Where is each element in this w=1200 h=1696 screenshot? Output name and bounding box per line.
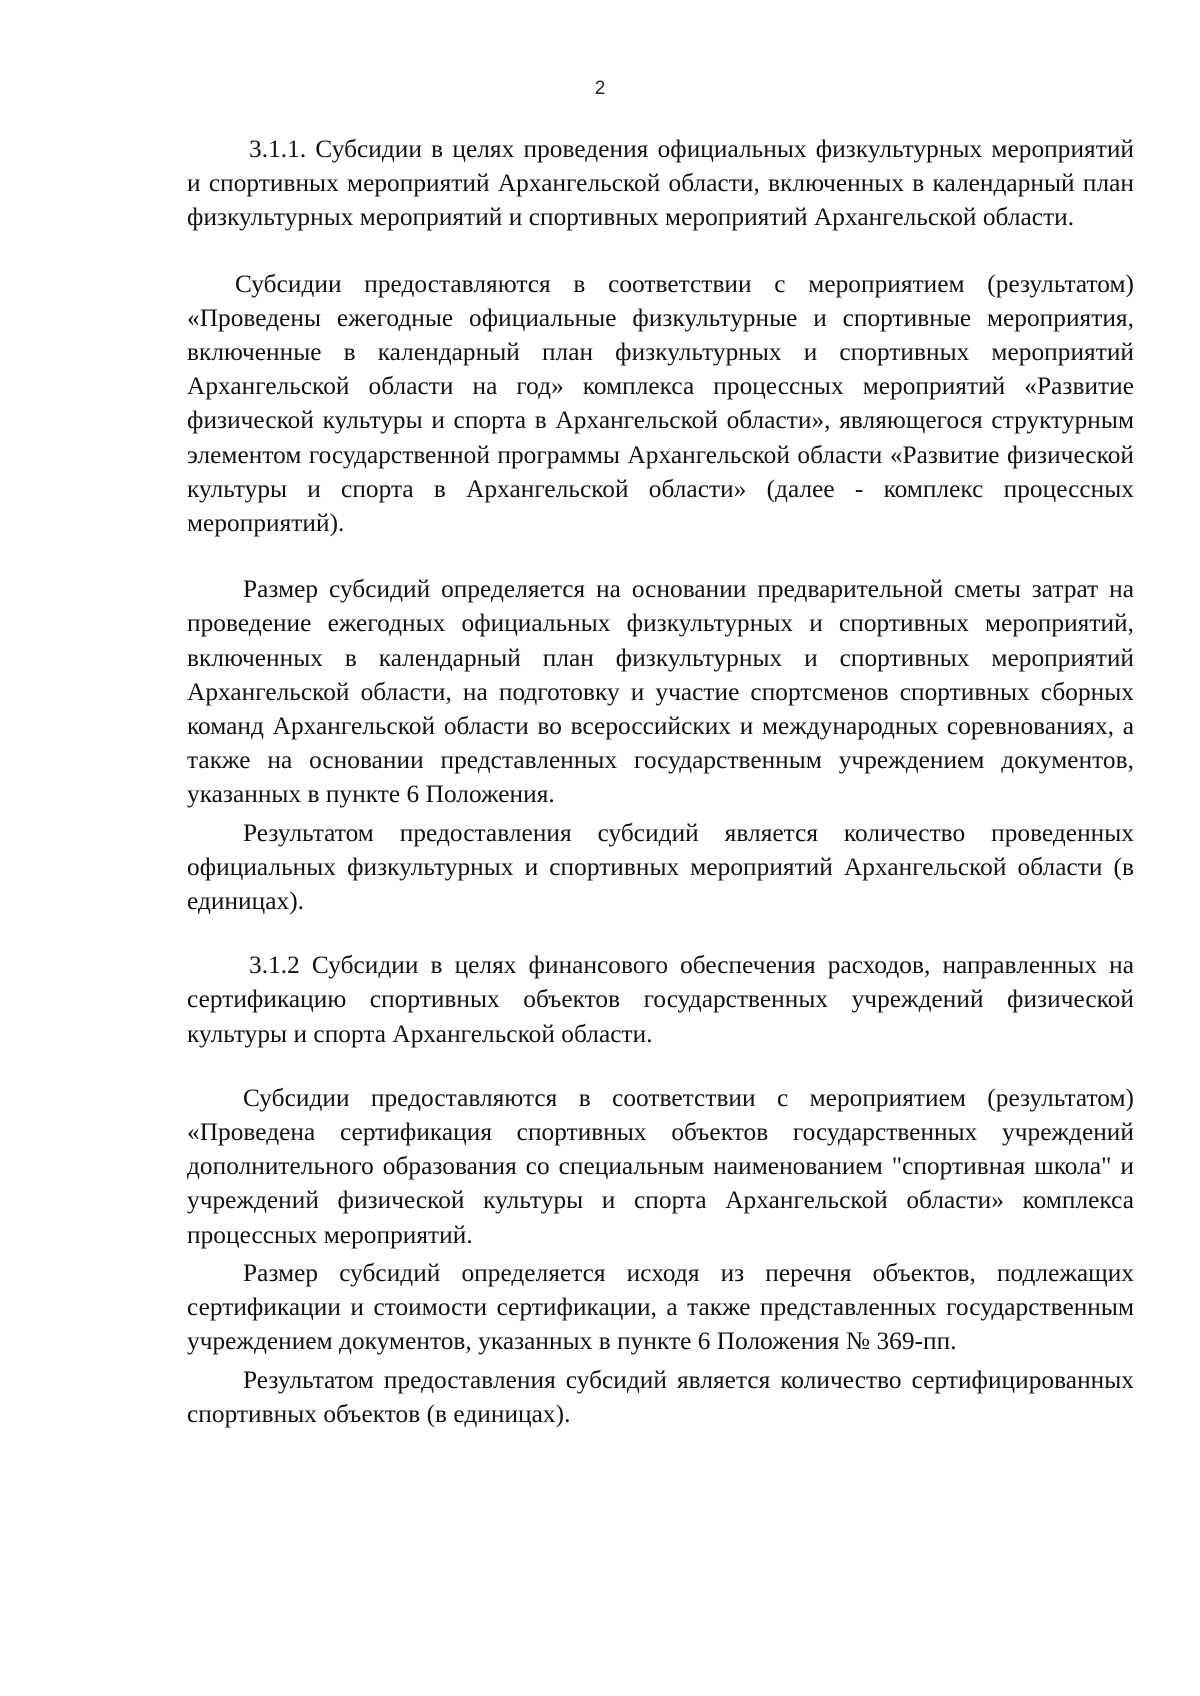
paragraph-subsidy-size-2: Размер субсидий определяется исходя из перечня объектов, подлежащих сертификации и стоимости сертификации, а также представленных государственным учреждением документов, указанных в пункте 6 Положения № 369-пп. <box>187 1258 1134 1356</box>
document-body <box>187 132 1134 1431</box>
paragraph-result-1: Результатом предоставления субсидий является количество проведенных официальных физкультурных и спортивных мероприятий Архангельской области (в единицах). <box>187 818 1134 916</box>
paragraph-3-1-1-heading: 3.1.1. Субсидии в целях проведения официальных физкультурных мероприятий и спортивных мероприятий Архангельской области, включенных в календарный план физкультурных мероприятий и спортивных мероприятий Архангельской области. <box>187 135 1134 232</box>
paragraph-subsidy-provision-1: Субсидии предоставляются в соответствии с мероприятием (результатом) «Проведены ежегодные официальные физкультурные и спортивные мероприятия, включенные в календарный план физкультурных и спортивных мероприятий Архангельской области на год» комплекса процессных мероприятий «Развитие физической культуры и спорта в Архангельской области», являющегося структурным элементом государственной программы Архангельской области «Развитие физической культуры и спорта в Архангельской области» (далее - комплекс процессных мероприятий). <box>187 269 1134 538</box>
paragraph-result-2: Результатом предоставления субсидий является количество сертифицированных спортивных объектов (в единицах). <box>187 1365 1134 1428</box>
paragraph-subsidy-provision-2: Субсидии предоставляются в соответствии с мероприятием (результатом) «Проведена сертификация спортивных объектов государственных учреждений дополнительного образования со специальным наименованием "спортивная школа" и учреждений физической культуры и спорта Архангельской области» комплекса процессных мероприятий. <box>187 1083 1134 1249</box>
paragraph-subsidy-size-1: Размер субсидий определяется на основании предварительной сметы затрат на проведение ежегодных официальных физкультурных и спортивных мероприятий, включенных в календарный план физкультурных и спортивных мероприятий Архангельской области, на подготовку и участие спортсменов спортивных сборных команд Архангельской области во всероссийских и международных соревнованиях, а также на основании представленных государственным учреждением документов, указанных в пункте 6 Положения. <box>187 575 1134 809</box>
page-number: 2 <box>594 78 606 99</box>
paragraph-3-1-2-heading: 3.1.2 Субсидии в целях финансового обеспечения расходов, направленных на сертификацию спортивных объектов государственных учреждений физической культуры и спорта Архангельской области. <box>187 951 1134 1048</box>
